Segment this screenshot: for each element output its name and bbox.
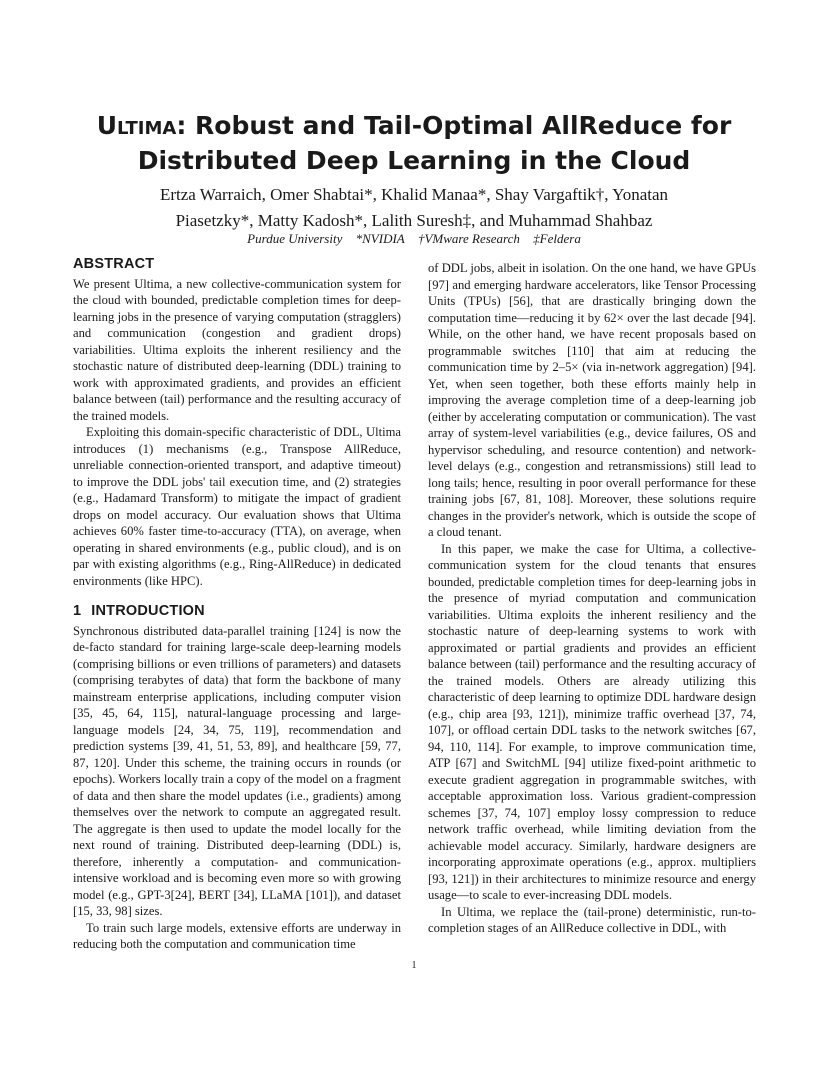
section-title: INTRODUCTION bbox=[91, 603, 205, 619]
affiliation: ‡Feldera bbox=[533, 231, 581, 246]
abstract-heading: ABSTRACT bbox=[73, 256, 155, 272]
affiliations bbox=[60, 230, 768, 248]
abstract-paragraph-2: Exploiting this domain-specific characteristic of DDL, Ultima introduces (1) mechanisms (e.g., Transpose AllReduce, unreliable connection-oriented transport, and adaptive timeout) to improve the DDL jobs' tail execution time, and (2) strategies (e.g., Hadamard Transform) to mitigate the impact of gradient drops on model accuracy. Our evaluation shows that Ultima achieves 60% faster time-to-accuracy (TTA), on average, when operating in shared environments (e.g., public cloud), and is on par with existing algorithms (e.g., Ring-AllReduce) in dedicated environments (like HPC). bbox=[73, 425, 401, 588]
page-number: 1 bbox=[411, 960, 417, 971]
system-name: Ultima bbox=[96, 111, 177, 140]
abstract-paragraph-1: We present Ultima, a new collective-communication system for the cloud with bounded, predictable completion times for deep-learning jobs in the presence of varying computation (stragglers) and communication (congestion and gradient drops) variabilities. Ultima exploits the inherent resiliency and the stochastic nature of distributed deep-learning (DDL) training to work with approximated gradients, and provides an efficient balance between (tail) performance and the resulting accuracy of the trained models. bbox=[73, 276, 401, 423]
affiliation: Purdue University bbox=[247, 231, 343, 246]
intro-paragraph-4: In this paper, we make the case for Ultima, a collective-communication system for the cloud tenants that ensures bounded, predictable completion times for deep-learning jobs in the presence of myriad computation and communication variabilities. Ultima exploits the inherent resiliency and the stochastic nature of deep-learning systems to work with approximated or partial gradients and provides an efficient balance between (tail) performance and the resulting accuracy of the trained models. Others are already utilizing this characteristic of deep learning to optimize DDL hardware design (e.g., chip area [93, 121]), minimize traffic overhead [37, 74, 107], or offload certain DDL tasks to the network switches [67, 94, 110, 114]. For example, to improve communication time, ATP [67] and SwitchML [94] utilize fixed-point arithmetic to execute gradient aggregation in programmable switches, with acceptable approximation loss. Various gradient-compression schemes [37, 74, 107] employ lossy compression to reduce network traffic overhead, while limiting deviation from the achievable model accuracy. Similarly, hardware designers are incorporating approximate operations (e.g., approx. multipliers [93, 121]) in their architectures to minimize resource and energy usage—to scale to ever-increasing DDL models. bbox=[428, 541, 756, 902]
intro-paragraph-2: To train such large models, extensive efforts are underway in reducing both the computation and communication time bbox=[73, 920, 401, 951]
title-line-2: Distributed Deep Learning in the Cloud bbox=[137, 146, 691, 175]
intro-paragraph-3: of DDL jobs, albeit in isolation. On the one hand, we have GPUs [97] and emerging hardware accelerators, like Tensor Processing Units (TPUs) [56], that are drastically bringing down the computation time—reducing it by 62× over the last decade [94]. While, on the other hand, we have recent proposals based on programmable switches [110] that aim at reducing the communication time by 2–5× (via in-network aggregation) [94]. Yet, when seen together, both these efforts mainly help in improving the average completion time of a deep-learning job (either by accelerating computation or communication). The vast array of system-level variabilities (e.g., device failures, OS and hypervisor scheduling, and resource contention) and network-level delays (e.g., congestion and retransmissions) still lead to long tails; hence, resulting in poor overall performance for these training jobs [67, 81, 108]. Moreover, these solutions require changes in the provider's network, which is outside the scope of a cloud tenant. bbox=[428, 261, 756, 539]
right-column bbox=[428, 260, 756, 937]
introduction-heading bbox=[73, 603, 401, 620]
affiliation: †VMware Research bbox=[417, 231, 520, 246]
title-line-1 bbox=[60, 108, 768, 143]
author-line-2: Piasetzky*, Matty Kadosh*, Lalith Suresh‡, and Muhammad Shahbaz bbox=[175, 211, 653, 230]
intro-paragraph-1: Synchronous distributed data-parallel training [124] is now the de-facto standard for training large-scale deep-learning models (comprising billions or even trillions of parameters) and datasets (comprising terabytes of data) that form the backbone of many mainstream enterprise applications, including computer vision [35, 45, 64, 115], natural-language processing and large-language models [24, 34, 75, 119], recommendation and prediction systems [39, 41, 51, 53, 89], and healthcare [59, 77, 87, 120]. Under this scheme, the training occurs in rounds (or epochs). Workers locally train a copy of the model on a fragment of data and then share the model updates (i.e., gradients) among themselves over the network to compute an aggregated result. The aggregate is then used to update the model locally for the next round of training. Distributed deep-learning (DDL) is, therefore, inherently a computation- and communication-intensive workload and is becoming even more so with growing model (e.g., GPT-3[24], BERT [34], LLaMA [101]), and dataset [15, 33, 98] sizes. bbox=[73, 623, 401, 918]
affiliation: *NVIDIA bbox=[355, 231, 405, 246]
title-line-1-rest: : Robust and Tail-Optimal AllReduce for bbox=[176, 111, 732, 140]
author-list bbox=[60, 182, 768, 234]
left-column bbox=[73, 256, 401, 953]
section-number: 1 bbox=[73, 603, 82, 619]
author-line-1: Ertza Warraich, Omer Shabtai*, Khalid Manaa*, Shay Vargaftik†, Yonatan bbox=[159, 185, 669, 204]
paper-title bbox=[60, 108, 768, 178]
intro-paragraph-5: In Ultima, we replace the (tail-prone) deterministic, run-to-completion stages of an AllReduce collective in DDL, with bbox=[428, 904, 756, 935]
